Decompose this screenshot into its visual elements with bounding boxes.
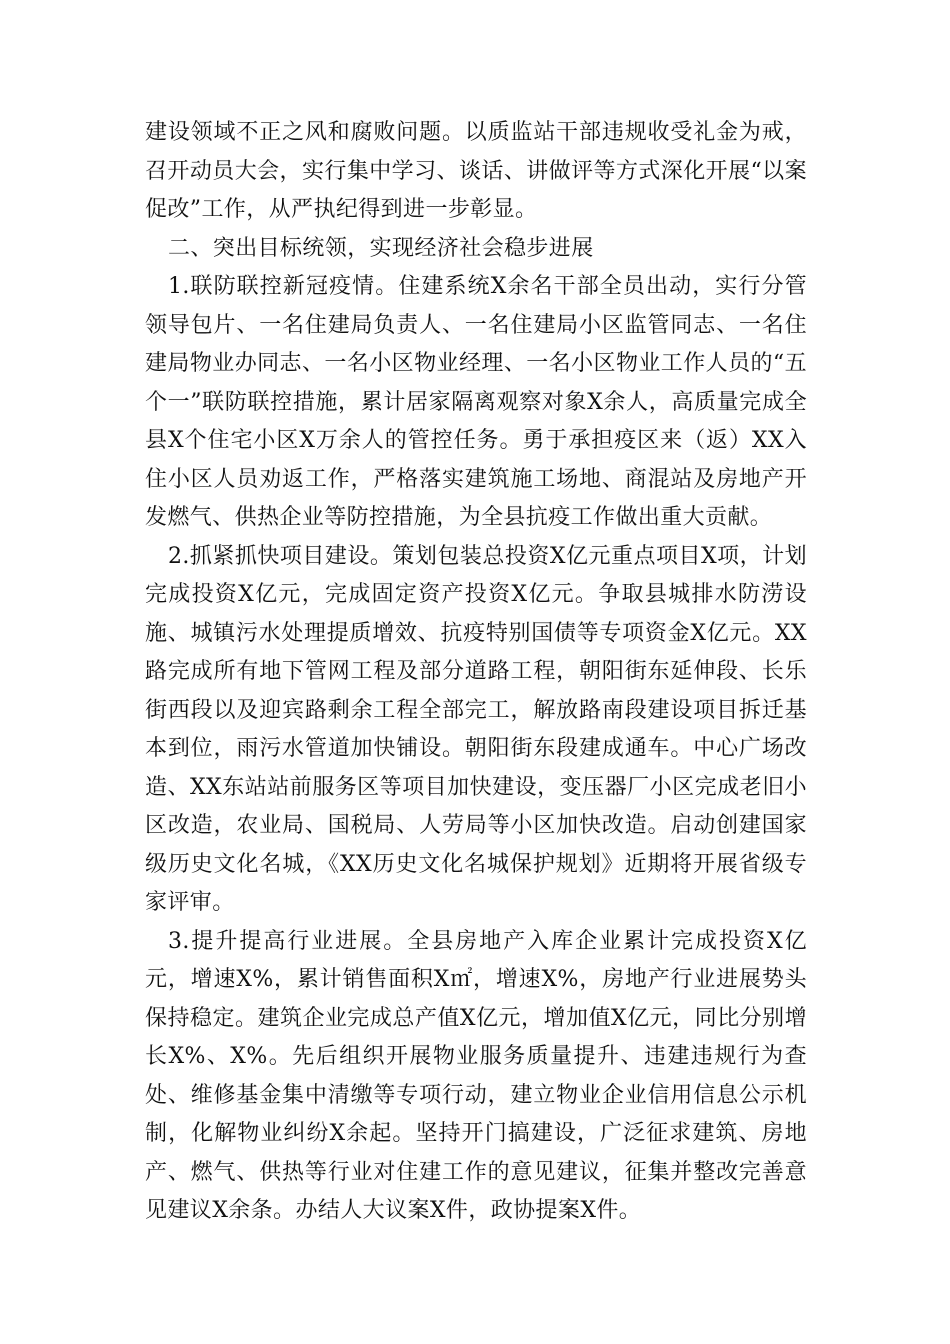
section-heading: 二、突出目标统领，实现经济社会稳步进展 — [168, 235, 594, 261]
paragraph-item-2: 2.抓紧抓快项目建设。策划包装总投资X亿元重点项目X项，计划完成投资X亿元，完成固定资产投资X亿元。争取县城排水防涝设施、城镇污水处理提质增效、抗疫特别国债等专项资金X亿元。XX路完成所有地下管网工程及部分道路工程，朝阳街东延伸段、长乐街西段以及迎宾路剩余工程全部完工，解放路南段建设项目拆迁基本到位，雨污水管道加快铺设。朝阳街东段建成通车。中心广场改造、XX东站站前服务区等项目加快建设，变压器厂小区完成老旧小区改造，农业局、国税局、人劳局等小区加快改造。启动创建国家级历史文化名城，《XX历史文化名城保护规划》近期将开展省级专家评审。 — [145, 543, 807, 915]
paragraph-item-1: 1.联防联控新冠疫情。住建系统X余名干部全员出动，实行分管领导包片、一名住建局负责人、一名住建局小区监管同志、一名住建局物业办同志、一名小区物业经理、一名小区物业工作人员的“五个一”联防联控措施，累计居家隔离观察对象X余人，高质量完成全县X个住宅小区X万余人的管控任务。勇于承担疫区来（返）XX入住小区人员劝返工作，严格落实建筑施工场地、商混站及房地产开发燃气、供热企业等防控措施，为全县抗疫工作做出重大贡献。 — [145, 274, 807, 530]
document-body — [145, 114, 807, 1231]
paragraph-item-3: 3.提升提高行业进展。全县房地产入库企业累计完成投资X亿元，增速X%，累计销售面积X㎡，增速X%，房地产行业进展势头保持稳定。建筑企业完成总产值X亿元，增加值X亿元，同比分别增长X%、X%。先后组织开展物业服务质量提升、违建违规行为查处、维修基金集中清缴等专项行动，建立物业企业信用信息公示机制，化解物业纠纷X余起。坚持开门搞建设，广泛征求建筑、房地产、燃气、供热等行业对住建工作的意见建议，征集并整改完善意见建议X余条。办结人大议案X件，政协提案X件。 — [145, 928, 807, 1223]
paragraph-continuation: 建设领域不正之风和腐败问题。以质监站干部违规收受礼金为戒，召开动员大会，实行集中学习、谈话、讲做评等方式深化开展“以案促改”工作，从严执纪得到进一步彰显。 — [145, 120, 807, 222]
